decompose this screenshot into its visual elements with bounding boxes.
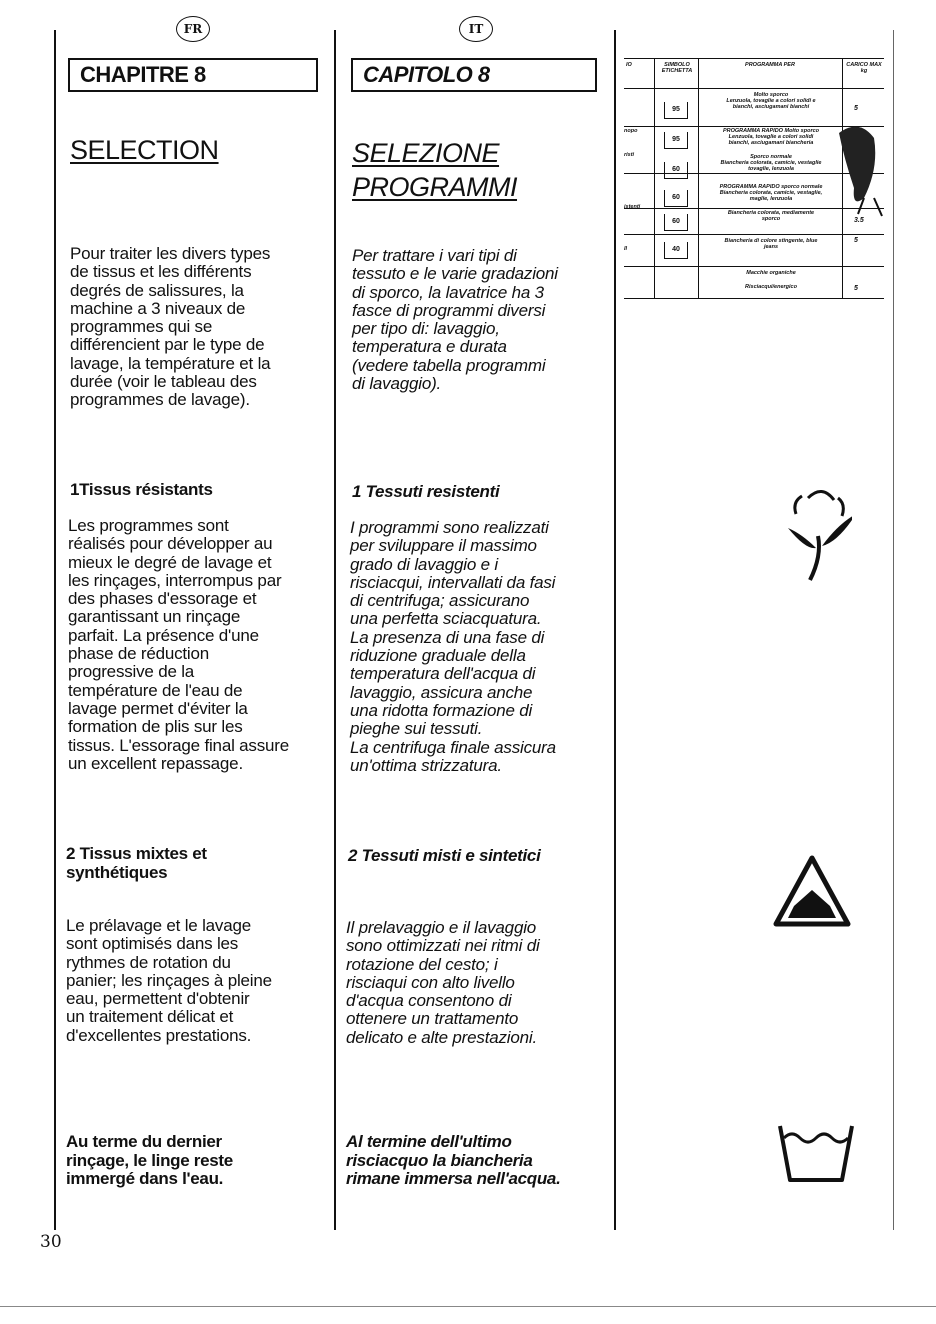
table-row-text: Macchie organiche [746,270,796,276]
it-final-note: Al termine dell'ultimo risciacquo la biancheria rimane immersa nell'acqua. [346,1132,561,1188]
fr-chapter-box: CHAPITRE 8 [68,58,318,92]
table-load: 5 [854,285,858,292]
temp-95-icon: 95 [664,102,688,119]
table-load: 5 [854,237,858,244]
table-left-label: II [624,246,628,252]
page-number: 30 [40,1232,62,1252]
temp-60-icon: 60 [664,214,688,231]
it-language-badge: IT [459,16,493,42]
column-rule-far [893,30,894,1230]
table-row-text: Molto sporco Lenzuola, tovaglie a colori solidi e bianchi, asciugamani bianchi [726,92,816,110]
fr-section1-text: Les programmes sont réalisés pour développer au mieux le degré de lavage et les rinçages, interrompus par des phases d'essorage et garantissant un rinçage parfait. La présence d'une phase de réduction progressive de la température de l'eau de lavage permet d'éviter la formation de plis sur les tissus. L'essorage final assure un excellent repassage. [68,516,289,773]
temp-60-icon: 60 [664,162,688,179]
it-section1-text: I programmi sono realizzati per sviluppare il massimo grado di lavaggio e i risciacqui, intervallati da fasi di centrifuga; assicurano una perfetta sciacquatura. La presenza di una fase di riduzione graduale della temperatura dell'acqua di lavaggio, assicura anche una ridotta formazione di pieghe sui tessuti. La centrifuga finale assicura un'ottima strizzatura. [350,518,556,775]
table-row-text: Biancheria colorata, mediamente sporco [727,210,815,222]
table-load: 5 [854,105,858,112]
wash-tub-icon [776,1120,856,1190]
table-header-3: PROGRAMMA PER [745,62,795,68]
column-rule-mid [334,30,336,1230]
table-row-text: Sporco normale Biancheria colorata, camicie, vestaglie tovaglie, lenzuola [720,154,822,172]
table-left-label: istenti [624,204,641,210]
fr-title: SELECTION [70,135,219,165]
table-row-text: PROGRAMMA RAPIDO Molto sporco Lenzuola, tovaglie a colori solidi bianchi, asciugamani biancheria [722,128,820,146]
temp-60-icon: 60 [664,190,688,207]
column-rule-left [54,30,56,1230]
temp-40-icon: 40 [664,242,688,259]
it-section2-text: Il prelavaggio e il lavaggio sono ottimizzati nei ritmi di rotazione del cesto; i risciaqui con alto livello d'acqua consentono di ottenere un trattamento delicato e alte prestazioni. [346,918,540,1047]
wash-program-table [624,58,884,298]
table-row-text: PROGRAMMA RAPIDO sporco normale Biancheria colorata, camicie, vestaglie, maglie, lenzuola [719,184,823,202]
table-left-label: risti [624,152,635,158]
table-left-label: nopo [624,128,638,134]
it-intro: Per trattare i vari tipi di tessuto e le varie gradazioni di sporco, la lavatrice ha 3 fasce di programmi diversi per tipo di: lavaggio, temperatura e durata (vedere tabella programmi di lavaggio). [352,246,558,394]
fr-intro: Pour traiter les divers types de tissus et les différents degrés de salissures, la machine a 3 niveaux de programmes qui se différencient par le type de lavage, la température et la durée (voir le tableau des programmes de lavage). [70,244,271,410]
column-rule-right [614,30,616,1230]
table-load: 3.5 [854,217,864,224]
fr-language-badge: FR [176,16,210,42]
cotton-overlay-icon [834,105,884,218]
bleach-triangle-icon [772,852,852,932]
fr-section1-heading: 1Tissus résistants [70,480,213,499]
table-header-1: IO [626,62,632,68]
fr-section2-heading: 2 Tissus mixtes et synthétiques [66,844,207,882]
temp-95-icon: 95 [664,132,688,149]
it-section1-heading: 1 Tessuti resistenti [352,482,500,501]
table-row-text: Biancheria di colore stingente, blue jeans [724,238,818,250]
it-title: SELEZIONE PROGRAMMI [352,138,518,202]
table-row-text: Risciacqui/energico [745,284,797,290]
table-header-4: CARICO MAX kg [846,62,882,74]
table-header-2: SIMBOLO ETICHETTA [661,62,693,74]
fr-final-note: Au terme du dernier rinçage, le linge reste immergé dans l'eau. [66,1132,233,1188]
cotton-flower-icon [782,476,852,586]
fr-section2-text: Le prélavage et le lavage sont optimisés dans les rythmes de rotation du panier; les rinçages à pleine eau, permettent d'obtenir un traitement délicat et d'excellentes prestations. [66,916,272,1045]
it-section2-heading: 2 Tessuti misti e sintetici [348,846,541,865]
it-chapter-box: CAPITOLO 8 [351,58,597,92]
page-bottom-edge [0,1306,936,1307]
